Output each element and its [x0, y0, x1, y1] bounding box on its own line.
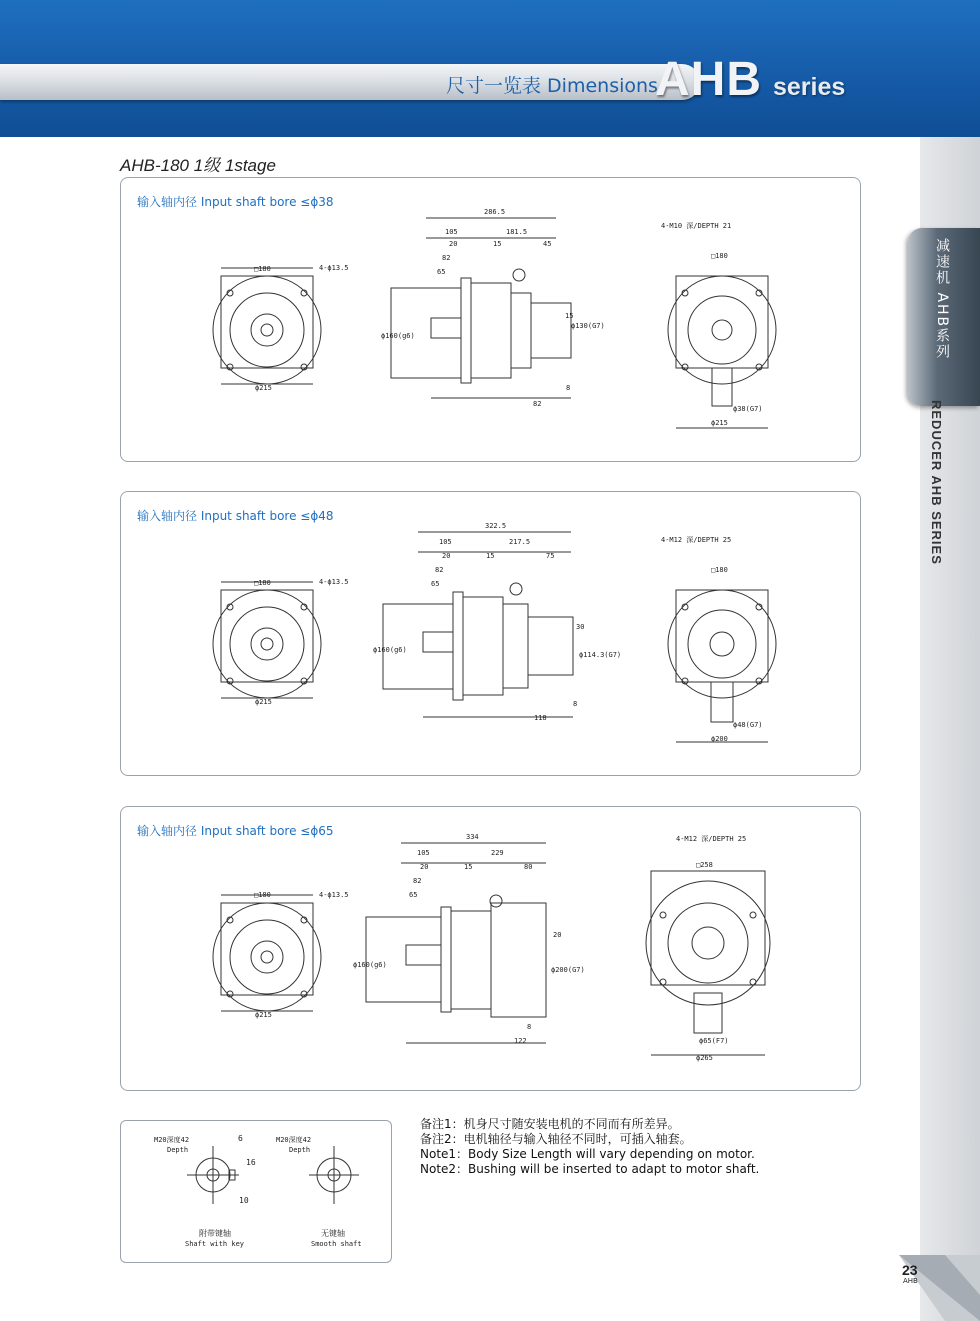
- rear-dia-label: ϕ200: [711, 735, 728, 743]
- front-dia-label: ϕ215: [255, 384, 272, 392]
- side-phi130-label: ϕ200(G7): [551, 966, 585, 974]
- page-number-tab: [885, 1255, 980, 1321]
- side-d82-label: 82: [442, 254, 451, 262]
- panel-drawing: [121, 807, 860, 1090]
- rear-bore-label: ϕ65(F7): [699, 1037, 729, 1045]
- side-total-label: 286.5: [484, 208, 506, 216]
- rear-view: [668, 590, 776, 742]
- front-dia-label: ϕ215: [255, 698, 272, 706]
- header-title: 尺寸一览表 Dimensions: [446, 75, 658, 97]
- side-d181-label: 229: [491, 849, 504, 857]
- front-dia-label: ϕ215: [255, 1011, 272, 1019]
- side-d45-label: 80: [524, 863, 533, 871]
- rear-square-label: □180: [711, 252, 728, 260]
- keyed-en-label: Shaft with key: [185, 1240, 245, 1248]
- side-total-label: 322.5: [485, 522, 507, 530]
- smooth-en-label: Smooth shaft: [311, 1240, 362, 1248]
- side-d15-label: 15: [486, 552, 495, 560]
- panel-label: 输入轴内径 Input shaft bore ≤ϕ65: [137, 824, 334, 838]
- side-d65-label: 65: [431, 580, 440, 588]
- rear-thread-label: 4-M10 深/DEPTH 21: [661, 222, 732, 230]
- keyed-d6-label: 6: [238, 1134, 243, 1143]
- rear-thread-label: 4-M12 深/DEPTH 25: [676, 835, 747, 843]
- side-d82b-label: 122: [514, 1037, 527, 1045]
- side-d20-label: 20: [420, 863, 429, 871]
- side-d65-label: 65: [437, 268, 446, 276]
- keyed-d10-label: 10: [239, 1196, 249, 1205]
- side-d82-label: 82: [435, 566, 444, 574]
- dimension-panel-2: [120, 491, 861, 776]
- panel-drawing: [121, 492, 860, 775]
- panel-label: 输入轴内径 Input shaft bore ≤ϕ38: [137, 195, 334, 209]
- side-d8-label: 8: [527, 1023, 532, 1031]
- smooth-depth-label: Depth: [289, 1146, 311, 1154]
- front-square-label: □180: [254, 579, 271, 587]
- notes-block: [420, 1117, 759, 1177]
- side-d20-label: 20: [442, 552, 451, 560]
- page-title: AHB-180 1级 1stage: [120, 156, 276, 175]
- side-phi160-label: ϕ160(g6): [353, 961, 387, 969]
- rear-dia-label: ϕ265: [696, 1054, 713, 1062]
- dimension-panel-1: [120, 177, 861, 462]
- note-en-1: Note1：Body Size Length will vary depending on motor.: [420, 1147, 755, 1161]
- shaft-detail-panel: [120, 1120, 392, 1263]
- side-d15b-label: 20: [553, 931, 562, 939]
- side-d15-label: 15: [493, 240, 502, 248]
- series-word: series: [773, 73, 846, 101]
- front-holes-label: 4-ϕ13.5: [319, 578, 349, 586]
- side-d105-label: 105: [445, 228, 458, 236]
- front-holes-label: 4-ϕ13.5: [319, 891, 349, 899]
- note-en-2: Note2：Bushing will be inserted to adapt to motor shaft.: [420, 1162, 760, 1176]
- front-view: [213, 582, 321, 698]
- keyed-cn-label: 附带键轴: [199, 1229, 231, 1238]
- side-d8-label: 8: [566, 384, 571, 392]
- side-phi160-label: ϕ160(g6): [373, 646, 407, 654]
- dimension-panel-3: [120, 806, 861, 1091]
- smooth-cn-label: 无键轴: [321, 1229, 345, 1238]
- side-phi130-label: ϕ114.3(G7): [579, 651, 622, 659]
- shaft-detail-drawing: [121, 1121, 391, 1262]
- rear-bore-label: ϕ38(G7): [733, 405, 763, 413]
- note-cn-1: 备注1：机身尺寸随安装电机的不同而有所差异。: [420, 1117, 680, 1131]
- series-model: AHB: [655, 53, 762, 106]
- note-cn-2: 备注2：电机轴径与输入轴径不同时，可插入轴套。: [420, 1132, 692, 1146]
- front-holes-label: 4-ϕ13.5: [319, 264, 349, 272]
- front-square-label: □180: [254, 265, 271, 273]
- side-total-label: 334: [466, 833, 479, 841]
- side-d181-label: 181.5: [506, 228, 528, 236]
- rear-square-label: □258: [696, 861, 713, 869]
- side-d105-label: 105: [439, 538, 452, 546]
- side-d65-label: 65: [409, 891, 418, 899]
- rear-dia-label: ϕ215: [711, 419, 728, 427]
- side-d82b-label: 82: [533, 400, 542, 408]
- keyed-d16-label: 16: [246, 1158, 256, 1167]
- keyed-shaft-drawing: [187, 1146, 239, 1204]
- side-d82b-label: 118: [534, 714, 547, 722]
- side-d20-label: 20: [449, 240, 458, 248]
- rear-bore-label: ϕ48(G7): [733, 721, 763, 729]
- side-d15b-label: 15: [565, 312, 574, 320]
- front-square-label: □180: [254, 891, 271, 899]
- side-view: [366, 843, 546, 1043]
- side-d15b-label: 30: [576, 623, 585, 631]
- side-d181-label: 217.5: [509, 538, 531, 546]
- front-view: [213, 268, 321, 384]
- side-d105-label: 105: [417, 849, 430, 857]
- panel-label: 输入轴内径 Input shaft bore ≤ϕ48: [137, 509, 334, 523]
- side-d15-label: 15: [464, 863, 473, 871]
- side-d82-label: 82: [413, 877, 422, 885]
- side-tab-text: 减速机 AHB系列: [934, 238, 950, 361]
- rear-view: [646, 871, 770, 1055]
- front-view: [213, 895, 321, 1011]
- side-d45-label: 75: [546, 552, 555, 560]
- page-sub-label: AHB: [903, 1277, 918, 1285]
- keyed-depth-label: Depth: [167, 1146, 189, 1154]
- smooth-shaft-drawing: [309, 1146, 359, 1204]
- panel-drawing: [121, 178, 860, 461]
- keyed-thread-label: M20深度42: [154, 1136, 190, 1144]
- rear-thread-label: 4-M12 深/DEPTH 25: [661, 536, 732, 544]
- side-d45-label: 45: [543, 240, 552, 248]
- side-phi130-label: ϕ130(G7): [571, 322, 605, 330]
- page-number: 23: [902, 1262, 918, 1278]
- side-view: [383, 532, 573, 717]
- rear-square-label: □180: [711, 566, 728, 574]
- side-english-label: REDUCER AHB SERIES: [929, 400, 944, 565]
- side-d8-label: 8: [573, 700, 578, 708]
- side-phi160-label: ϕ160(g6): [381, 332, 415, 340]
- smooth-thread-label: M20深度42: [276, 1136, 312, 1144]
